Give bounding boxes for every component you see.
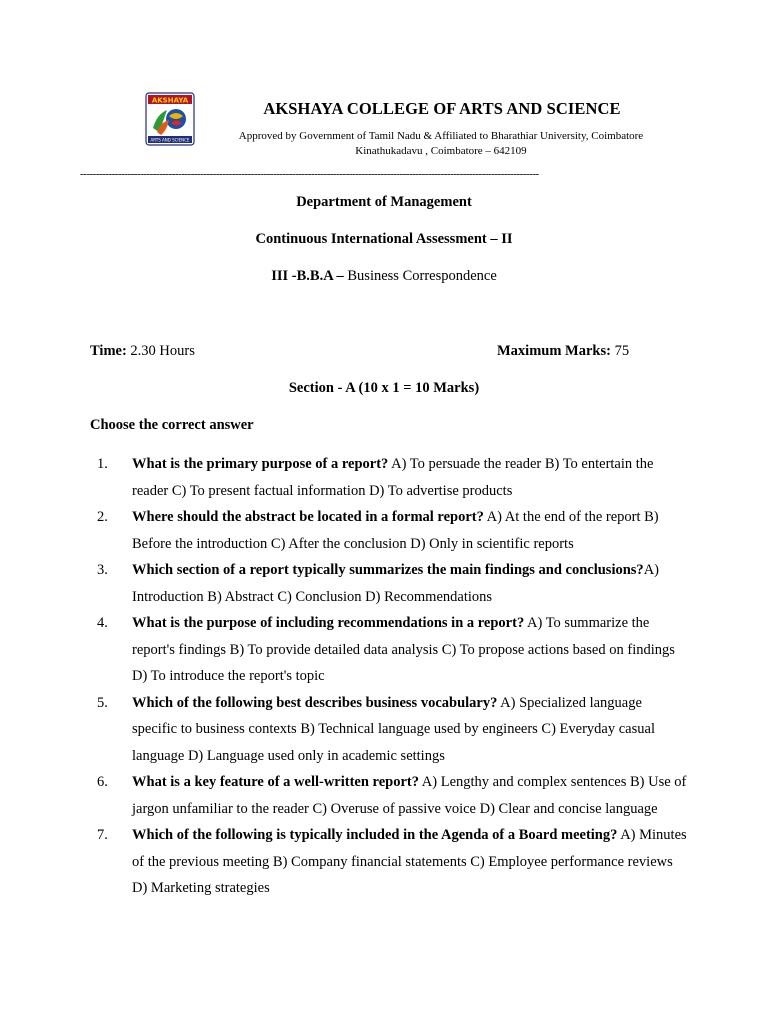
- question-number: 3.: [97, 562, 108, 578]
- question-number: 4.: [97, 615, 108, 631]
- question-item: [90, 610, 690, 690]
- question-options: A) Introduction B) Abstract C) Conclusion D) Recommendations: [132, 562, 659, 605]
- question-number: 2.: [97, 509, 108, 525]
- question-text: [132, 610, 690, 690]
- college-approval: [210, 129, 672, 159]
- question-stem: Which of the following is typically included in the Agenda of a Board meeting?: [132, 827, 618, 843]
- instruction: Choose the correct answer: [90, 417, 254, 433]
- svg-text:ARTS AND SCIENCE: ARTS AND SCIENCE: [150, 137, 190, 143]
- question-stem: Which section of a report typically summarizes the main findings and conclusions?: [132, 562, 644, 578]
- course-title: [0, 268, 768, 285]
- question-options: A) At the end of the report B) Before the introduction C) After the conclusion D) Only in scientific reports: [132, 509, 659, 552]
- question-stem: What is the primary purpose of a report?: [132, 456, 389, 472]
- course-code: III -B.B.A –: [271, 268, 344, 284]
- question-stem: What is the purpose of including recommendations in a report?: [132, 615, 525, 631]
- question-item: [90, 822, 690, 902]
- question-number: 1.: [97, 456, 108, 472]
- address-line: Kinathukadavu , Coimbatore – 642109: [355, 145, 527, 157]
- approval-line: Approved by Government of Tamil Nadu & Affiliated to Bharathiar University, Coimbatore: [238, 130, 644, 142]
- question-stem: Where should the abstract be located in a formal report?: [132, 509, 484, 525]
- marks-label: Maximum Marks:: [497, 343, 611, 359]
- college-name: AKSHAYA COLLEGE OF ARTS AND SCIENCE: [263, 99, 621, 118]
- question-item: [90, 769, 690, 822]
- time-label: Time:: [90, 343, 127, 359]
- question-stem: What is a key feature of a well-written report?: [132, 774, 419, 790]
- question-options: A) To summarize the report's findings B) To provide detailed data analysis C) To propose actions based on findings D) To introduce the report's topic: [132, 615, 675, 684]
- svg-text:AKSHAYA: AKSHAYA: [151, 96, 189, 105]
- question-options: A) Lengthy and complex sentences B) Use of jargon unfamiliar to the reader C) Overuse of passive voice D) Clear and concise language: [132, 774, 687, 817]
- question-text: [132, 557, 690, 610]
- exam-time: [90, 343, 195, 360]
- question-text: [132, 690, 690, 770]
- department-title: Department of Management: [296, 194, 472, 210]
- question-item: [90, 451, 690, 504]
- question-options: A) To persuade the reader B) To entertain the reader C) To present factual information D) To advertise products: [132, 456, 654, 499]
- college-logo: [145, 92, 195, 146]
- question-stem: Which of the following best describes business vocabulary?: [132, 694, 498, 711]
- question-text: [132, 504, 690, 557]
- question-item: [90, 557, 690, 610]
- question-number: 6.: [97, 774, 108, 790]
- question-text: [132, 769, 690, 822]
- max-marks: [497, 343, 629, 360]
- header-divider: -------------------------------------------------------------------------------------------------------------------------------------------------: [80, 168, 539, 180]
- section-title: Section - A (10 x 1 = 10 Marks): [288, 380, 480, 396]
- question-options: A) Minutes of the previous meeting B) Company financial statements C) Employee performance reviews D) Marketing strategies: [132, 827, 687, 896]
- question-item: [90, 504, 690, 557]
- question-number: 7.: [97, 827, 108, 843]
- assessment-title: Continuous International Assessment – II: [255, 231, 513, 247]
- marks-value: 75: [610, 343, 630, 359]
- question-item: [90, 690, 690, 770]
- time-value: 2.30 Hours: [126, 343, 195, 359]
- question-options: A) Specialized language specific to business contexts B) Technical language used by engineers C) Everyday casual language D) Language used only in academic settings: [132, 694, 655, 764]
- course-name: Business Correspondence: [343, 268, 497, 284]
- question-text: [132, 822, 690, 902]
- question-number: 5.: [97, 694, 108, 711]
- question-text: [132, 451, 690, 504]
- question-list: [90, 451, 690, 902]
